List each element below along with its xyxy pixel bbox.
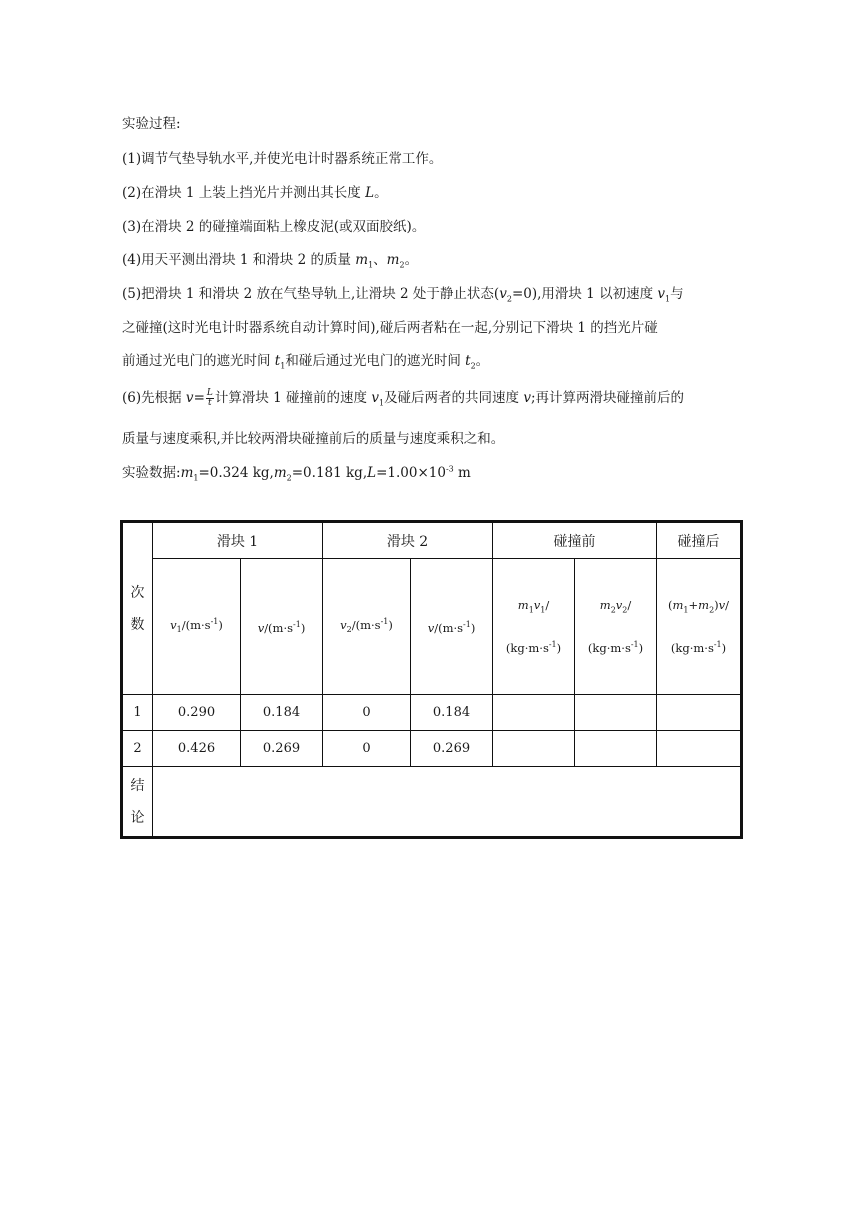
cell-v-prime: 0.269 <box>411 731 493 767</box>
col-v: $v/(m\cdot s^{-1})$ <box>241 559 323 695</box>
step-6-line-1: (6)先根据 v= $\frac{L}{t}$ 计算滑块 1 碰撞前的速度 $v_1$及碰后两者的共同速度 v;再计算两滑块碰撞前后的 <box>122 388 685 408</box>
conclusion-cell <box>153 767 742 838</box>
step-2: (2)在滑块 1 上装上挡光片并测出其长度 L。 <box>122 185 388 201</box>
step-3: (3)在滑块 2 的碰撞端面粘上橡皮泥(或双面胶纸)。 <box>122 219 426 235</box>
cell-v: 0.269 <box>241 731 323 767</box>
header-slider-1: 滑块 1 <box>153 522 323 559</box>
step-4: (4)用天平测出滑块 1 和滑块 2 的质量 $m_1$、$m_2$。 <box>122 252 419 270</box>
header-before-collision: 碰撞前 <box>493 522 657 559</box>
cell-m1v1-empty <box>493 731 575 767</box>
row-index: 2 <box>122 731 153 767</box>
col-m2v2: $m_2v_2/$ $(kg\cdot m\cdot s^{-1})$ <box>575 559 657 695</box>
experimental-data: 实验数据$:m_1=0.324$ $kg,m_2=0.181$ $kg,L=1.00\times 10^{-3}$ m <box>122 464 471 483</box>
cell-v-prime: 0.184 <box>411 695 493 731</box>
header-after-collision: 碰撞后 <box>657 522 742 559</box>
cell-m2v2-empty <box>575 695 657 731</box>
header-times: 次数 <box>122 522 153 695</box>
step-1: (1)调节气垫导轨水平,并使光电计时器系统正常工作。 <box>122 151 443 167</box>
header-slider-2: 滑块 2 <box>323 522 493 559</box>
cell-m1v1-empty <box>493 695 575 731</box>
cell-v2: 0 <box>323 731 411 767</box>
col-v2: $v_2/(m\cdot s^{-1})$ <box>323 559 411 695</box>
cell-m1m2v-empty <box>657 731 742 767</box>
step-5-line-3: 前通过光电门的遮光时间 $t_1$和碰后通过光电门的遮光时间 $t_2$。 <box>122 353 490 371</box>
step-6-line-2: 质量与速度乘积,并比较两滑块碰撞前后的质量与速度乘积之和。 <box>122 431 505 447</box>
col-m1v1: $m_1v_1/$ $(kg\cdot m\cdot s^{-1})$ <box>493 559 575 695</box>
fraction-L-over-t: $\frac{L}{t}$ <box>206 388 213 408</box>
cell-v1: 0.426 <box>153 731 241 767</box>
cell-v: 0.184 <box>241 695 323 731</box>
table-row <box>122 695 742 731</box>
row-index: 1 <box>122 695 153 731</box>
table-row <box>122 731 742 767</box>
conclusion-label: 结论 <box>122 767 153 838</box>
step-5-line-2: 之碰撞(这时光电计时器系统自动计算时间),碰后两者粘在一起,分别记下滑块 1 的挡光片碰 <box>122 320 658 336</box>
process-heading: 实验过程: <box>122 116 181 132</box>
cell-m2v2-empty <box>575 731 657 767</box>
step-5-line-1: (5)把滑块 1 和滑块 2 放在气垫导轨上,让滑块 2 处于静止状态$(v_2=0)$,用滑块 1 以初速度 $v_1$与 <box>122 286 684 304</box>
col-v-prime: $v/(m\cdot s^{-1})$ <box>411 559 493 695</box>
cell-m1m2v-empty <box>657 695 742 731</box>
col-m1m2v: $(m_1+m_2)v/$ $(kg\cdot m\cdot s^{-1})$ <box>657 559 742 695</box>
cell-v1: 0.290 <box>153 695 241 731</box>
data-table <box>120 520 743 839</box>
cell-v2: 0 <box>323 695 411 731</box>
col-v1: $v_1/(m\cdot s^{-1})$ <box>153 559 241 695</box>
